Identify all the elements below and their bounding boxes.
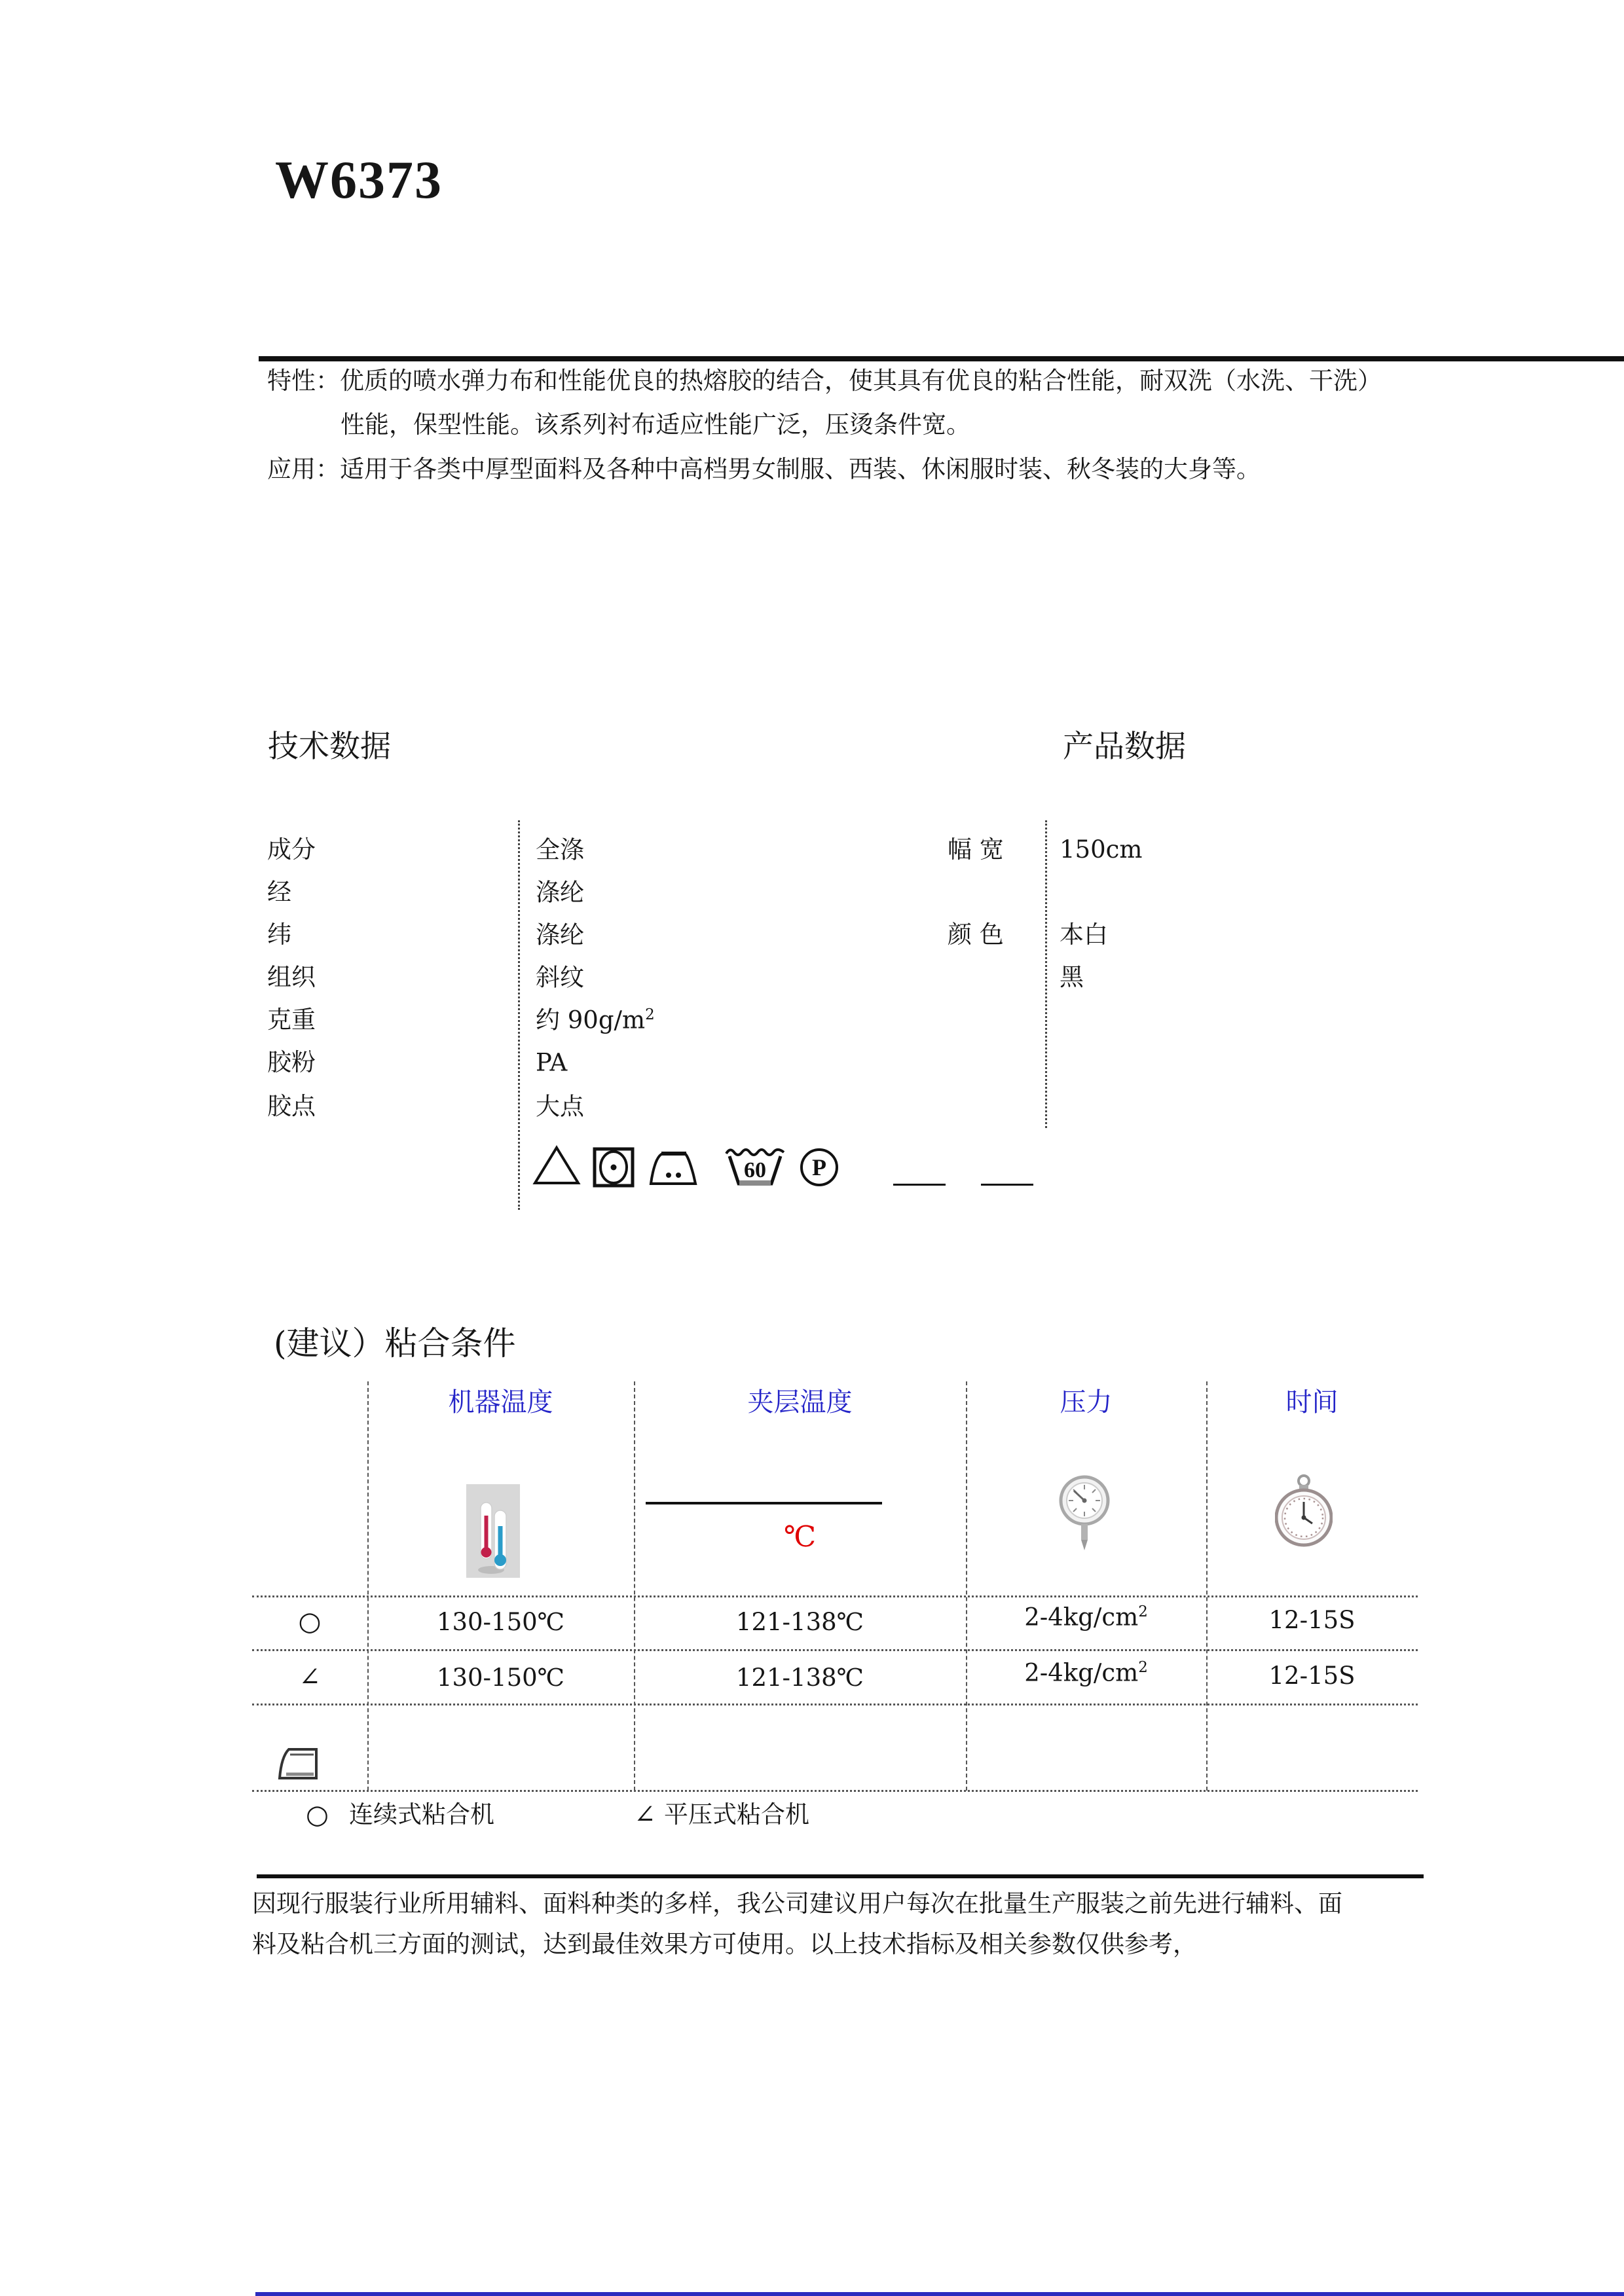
bonding-row2-time: 12-15S	[1268, 1662, 1356, 1690]
legend-continuous-symbol: ○	[306, 1800, 329, 1830]
footer-rule	[257, 1874, 1424, 1878]
bonding-header-pressure: 压力	[1060, 1387, 1113, 1417]
pressure-sup: 2	[1138, 1603, 1148, 1620]
intro-line-1: 特性：优质的喷水弹力布和性能优良的热熔胶的结合，使其具有优良的粘合性能，耐双洗（水洗、干洗）	[267, 367, 1382, 395]
tumble-dry-icon	[593, 1147, 635, 1188]
bonding-row1-machine-temp: 130-150℃	[436, 1608, 565, 1636]
bonding-row-divider-3	[252, 1704, 1418, 1705]
celsius-label: ℃	[783, 1520, 817, 1554]
bonding-row2-interlayer-temp: 121-138℃	[735, 1664, 864, 1692]
intro-line-3: 应用：适用于各类中厚型面料及各种中高档男女制服、西装、休闲服时装、秋冬装的大身等。	[267, 455, 1261, 483]
product-table-divider	[1045, 820, 1047, 1128]
bonding-row2-symbol: ∠	[299, 1662, 321, 1692]
page-title: W6373	[275, 150, 443, 210]
tech-value-text: 斜纹	[536, 963, 584, 992]
bonding-header-machine-temp: 机器温度	[448, 1387, 553, 1417]
tech-value-sup: 2	[645, 1006, 655, 1023]
intro-line-2: 性能，保型性能。该系列衬布适应性能广泛，压烫条件宽。	[341, 410, 970, 439]
bonding-row2-pressure	[966, 1660, 1206, 1686]
dry-clean-letter: P	[812, 1154, 826, 1180]
top-rule	[259, 356, 1624, 361]
bottom-blue-rule	[255, 2292, 1624, 2296]
product-width-value: 150cm	[1060, 835, 1143, 864]
bonding-row-divider-1	[252, 1595, 1418, 1597]
bonding-row2-machine-temp: 130-150℃	[436, 1664, 565, 1692]
tech-value-text: 涤纶	[536, 920, 584, 949]
bonding-header-interlayer-temp: 夹层温度	[747, 1387, 853, 1417]
tech-data-heading: 技术数据	[268, 729, 391, 765]
tech-value-text: PA	[536, 1048, 568, 1077]
pressure-text: 2-4kg/cm	[1024, 1658, 1139, 1687]
tech-row-label: 成分	[267, 835, 316, 864]
bonding-col-divider-4	[1206, 1381, 1208, 1791]
product-width-label: 幅 宽	[948, 835, 1004, 864]
tech-row-label: 纬	[267, 920, 291, 949]
tech-value-text: 涤纶	[536, 878, 584, 907]
tech-value-text: 约 90g/m	[536, 1006, 646, 1034]
tech-row-label: 经	[267, 878, 291, 906]
tech-row-label: 胶粉	[267, 1048, 316, 1076]
product-color-label: 颜 色	[948, 920, 1004, 949]
thermometer-icon	[466, 1484, 520, 1578]
bleach-triangle-icon	[532, 1144, 581, 1186]
footer-line-2: 料及粘合机三方面的测试，达到最佳效果方可使用。以上技术指标及相关参数仅供参考，	[252, 1930, 1197, 1958]
product-color-value-1: 本白	[1060, 920, 1108, 949]
bonding-row1-time: 12-15S	[1268, 1606, 1356, 1634]
legend-flat-press-symbol: ∠	[634, 1800, 656, 1830]
tech-row-value	[536, 1093, 584, 1120]
tech-row-value	[536, 922, 584, 949]
wash-60-icon	[724, 1143, 786, 1188]
tech-value-text: 全涤	[536, 835, 584, 864]
wash-temp-text: 60	[744, 1158, 766, 1182]
tech-row-value	[536, 964, 584, 991]
bonding-col-divider-2	[634, 1381, 635, 1791]
bonding-header-time: 时间	[1285, 1387, 1338, 1417]
stopwatch-icon	[1275, 1473, 1333, 1548]
tech-row-label: 克重	[267, 1006, 316, 1034]
blank-symbol-line-1	[893, 1184, 946, 1186]
tech-table-divider	[518, 820, 520, 1210]
bonding-col-divider-1	[367, 1381, 369, 1791]
steam-iron-icon	[276, 1744, 322, 1783]
pressure-text: 2-4kg/cm	[1024, 1603, 1139, 1631]
product-color-value-2: 黑	[1060, 963, 1084, 991]
tech-row-value	[536, 1049, 567, 1076]
product-data-heading: 产品数据	[1063, 729, 1186, 765]
dry-clean-p-icon	[799, 1147, 840, 1188]
tech-row-value	[536, 1007, 655, 1034]
interlayer-temp-line	[646, 1502, 882, 1504]
pressure-sup: 2	[1138, 1659, 1148, 1676]
bonding-section-title: (建议）粘合条件	[274, 1324, 516, 1362]
bonding-row-divider-4	[252, 1790, 1418, 1792]
bonding-row-divider-2	[252, 1649, 1418, 1651]
bonding-row1-interlayer-temp: 121-138℃	[735, 1608, 864, 1636]
bonding-col-divider-3	[966, 1381, 967, 1791]
pressure-gauge-icon	[1058, 1472, 1111, 1552]
tech-row-value	[536, 837, 584, 864]
tech-row-label: 组织	[267, 963, 316, 991]
tech-value-text: 大点	[536, 1092, 584, 1121]
footer-line-1: 因现行服装行业所用辅料、面料种类的多样，我公司建议用户每次在批量生产服装之前先进行辅料、面	[252, 1889, 1342, 1918]
bonding-row1-symbol: ○	[298, 1607, 322, 1637]
bonding-row1-pressure	[966, 1604, 1206, 1631]
legend-continuous-label: 连续式粘合机	[349, 1800, 494, 1829]
iron-two-dots-icon	[648, 1150, 698, 1187]
legend-flat-press-label: 平压式粘合机	[664, 1800, 809, 1829]
blank-symbol-line-2	[981, 1184, 1033, 1186]
tech-row-label: 胶点	[267, 1092, 316, 1120]
tech-row-value	[536, 879, 584, 906]
